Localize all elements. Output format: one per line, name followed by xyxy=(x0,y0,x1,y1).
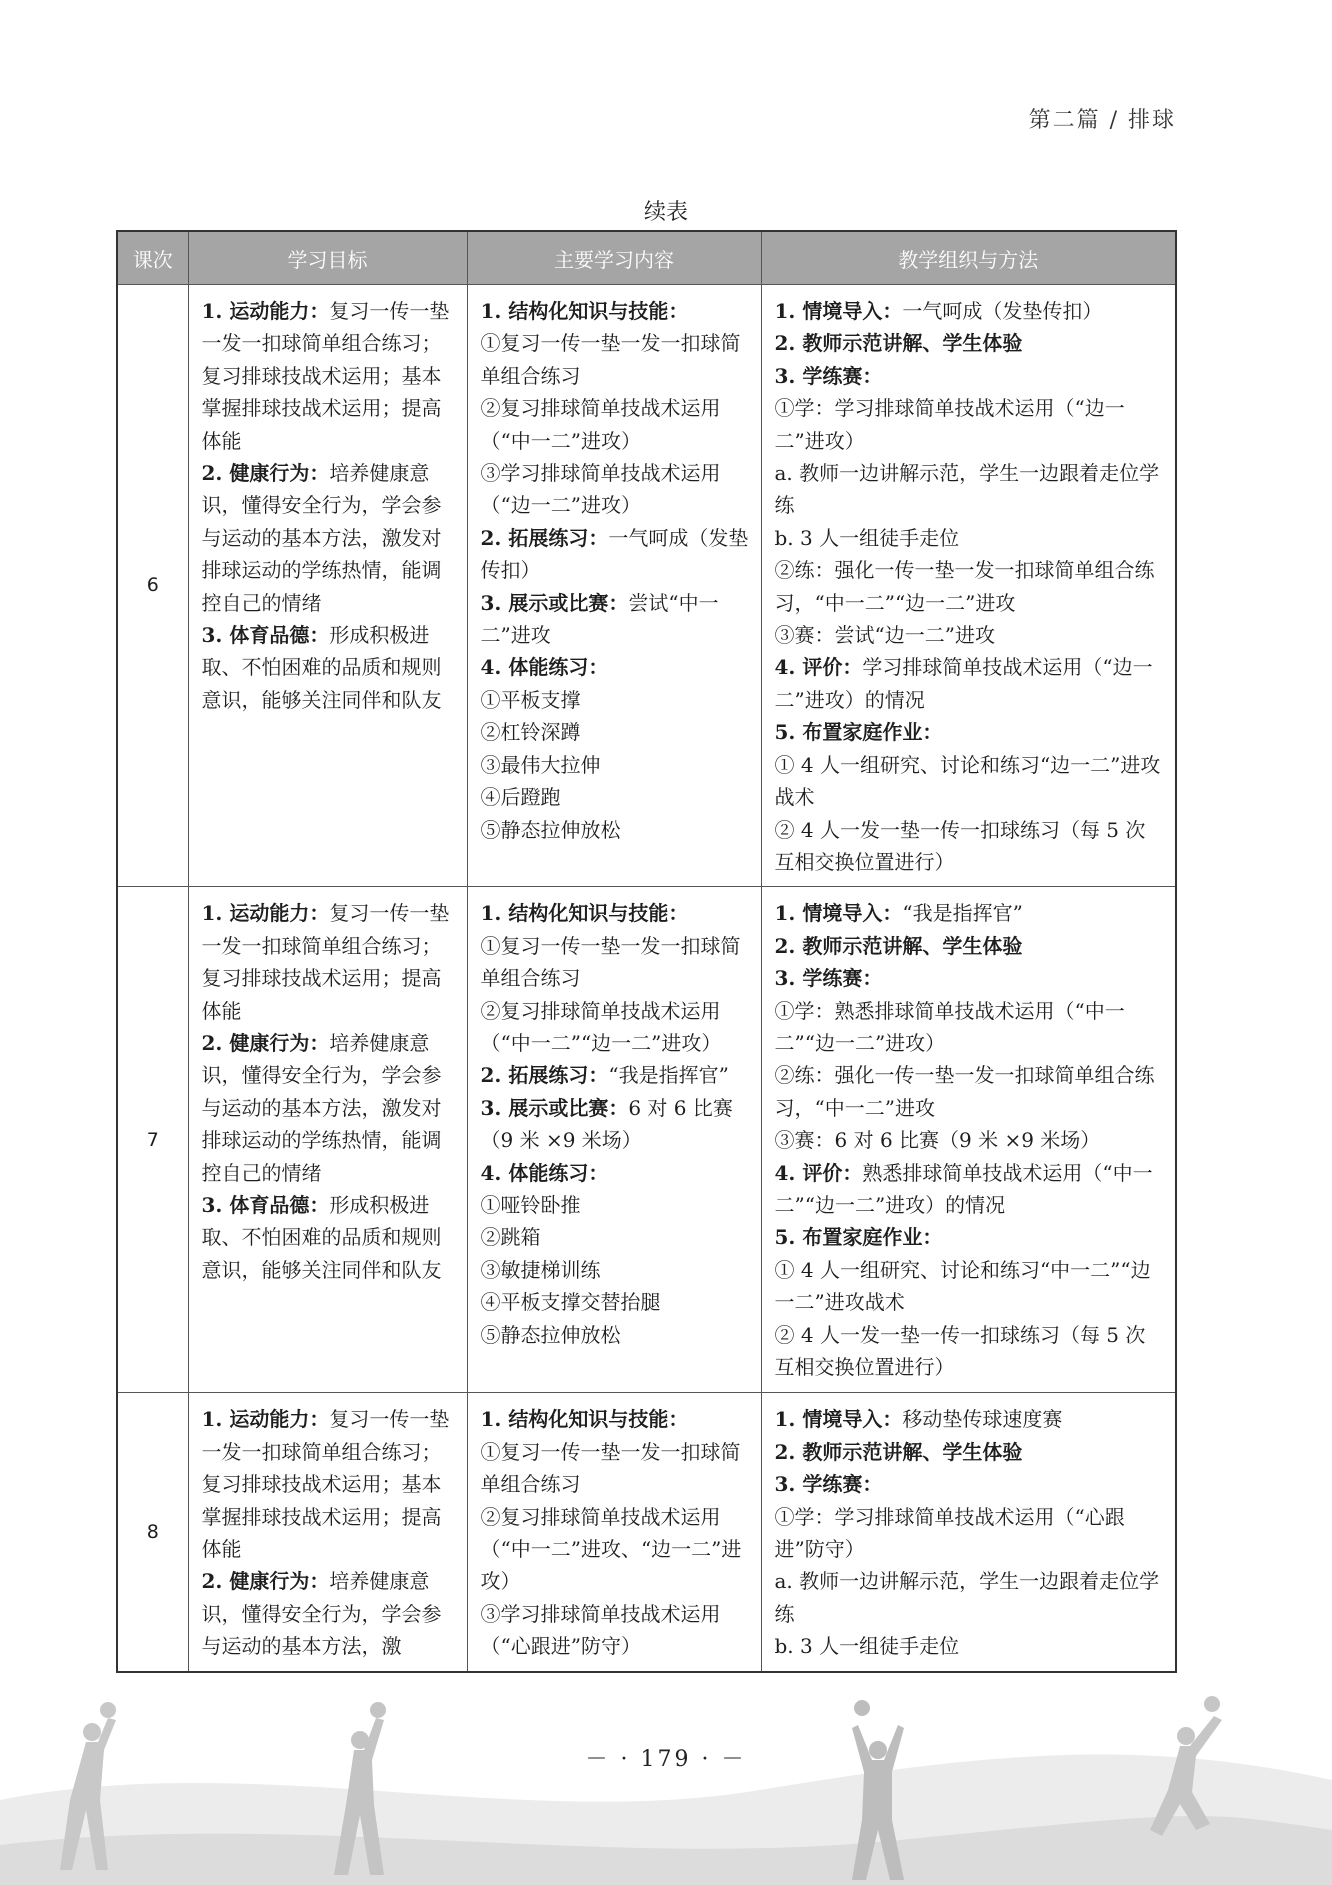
content-text: 6 对 6 比赛（9 米 ×9 米场） xyxy=(480,1095,733,1153)
method-item xyxy=(775,1630,1166,1662)
method-item xyxy=(775,360,1166,392)
content-text: ⑤静态拉伸放松 xyxy=(480,1322,621,1347)
method-text: 学习排球简单技战术运用（“边一二”进攻）的情况 xyxy=(774,655,1153,712)
method-heading: 3. 学练赛： xyxy=(774,363,883,388)
method-heading: 4. 评价： xyxy=(774,655,863,680)
table-caption: 续表 xyxy=(643,200,688,225)
content-heading: 2. 拓展练习： xyxy=(480,525,609,550)
content-text: 一气呵成（发垫传扣） xyxy=(480,525,749,583)
content-item xyxy=(481,1319,751,1351)
content-item xyxy=(481,1436,751,1501)
content-heading: 4. 体能练习： xyxy=(480,655,609,680)
method-text: 熟悉排球简单技战术运用（“中一二”“边一二”进攻）的情况 xyxy=(774,1160,1153,1217)
table-row xyxy=(117,887,1176,1393)
method-item xyxy=(775,1436,1166,1468)
content-cell xyxy=(467,887,761,1393)
goals-cell xyxy=(188,285,467,887)
goal-text: 复习一传一垫一发一扣球简单组合练习；复习排球技战术运用；基本掌握排球技战术运用；提高体能 xyxy=(201,1407,450,1561)
method-heading: 2. 教师示范讲解、学生体验 xyxy=(774,933,1023,958)
content-text: ③最伟大拉伸 xyxy=(480,752,601,777)
volleyball-footer-illustration xyxy=(0,1680,1332,1885)
method-item xyxy=(775,1565,1166,1630)
lesson-no: 8 xyxy=(117,1393,188,1672)
method-item xyxy=(775,1124,1166,1156)
content-item xyxy=(481,1189,751,1221)
method-item xyxy=(775,962,1166,994)
methods-cell xyxy=(761,887,1176,1393)
content-item xyxy=(481,295,751,327)
method-heading: 3. 学练赛： xyxy=(774,1472,883,1497)
goal-heading: 2. 健康行为： xyxy=(201,461,330,486)
content-text: “我是指挥官” xyxy=(608,1063,729,1088)
content-item xyxy=(481,814,751,846)
content-text: ③学习排球简单技战术运用（“边一二”进攻） xyxy=(480,461,721,518)
goal-item xyxy=(202,1189,457,1286)
method-text: 一气呵成（发垫传扣） xyxy=(902,299,1103,323)
method-text: a. 教师一边讲解示范，学生一边跟着走位学练 xyxy=(774,461,1160,518)
header-methods: 教学组织与方法 xyxy=(761,231,1176,285)
content-item xyxy=(481,392,751,457)
method-item xyxy=(775,1059,1166,1124)
content-item xyxy=(481,1286,751,1318)
lesson-no: 7 xyxy=(117,887,188,1393)
method-text: ① 4 人一组研究、讨论和练习“中一二”“边一二”进攻战术 xyxy=(774,1257,1151,1315)
method-item xyxy=(775,457,1166,522)
goal-item xyxy=(202,457,457,619)
running-head: 第二篇 / 排球 xyxy=(1028,108,1176,133)
page-number: － · 179 · － xyxy=(585,1747,747,1772)
content-item xyxy=(481,1598,751,1663)
goal-item xyxy=(202,295,457,457)
header-goals: 学习目标 xyxy=(188,231,467,285)
content-item xyxy=(481,1501,751,1598)
goal-heading: 2. 健康行为： xyxy=(201,1569,330,1594)
content-text: ③敏捷梯训练 xyxy=(480,1257,601,1282)
content-item xyxy=(481,522,751,587)
lesson-plan-table xyxy=(116,230,1177,1673)
content-text: ①复习一传一垫一发一扣球简单组合练习 xyxy=(480,933,741,991)
content-text: ②复习排球简单技战术运用（“中一二”“边一二”进攻） xyxy=(480,998,722,1055)
goal-item xyxy=(202,1403,457,1565)
content-item xyxy=(481,651,751,683)
method-item xyxy=(775,749,1166,814)
methods-cell xyxy=(761,285,1176,887)
methods-cell xyxy=(761,1393,1176,1672)
content-heading: 1. 结构化知识与技能： xyxy=(480,299,689,323)
content-item xyxy=(481,781,751,813)
content-text: ④后蹬跑 xyxy=(480,785,561,810)
content-item xyxy=(481,749,751,781)
method-text: “我是指挥官” xyxy=(902,901,1023,926)
content-item xyxy=(481,1221,751,1253)
method-item xyxy=(775,814,1166,879)
method-item xyxy=(775,995,1166,1060)
content-heading: 4. 体能练习： xyxy=(480,1160,609,1185)
method-heading: 2. 教师示范讲解、学生体验 xyxy=(774,1439,1023,1464)
method-heading: 1. 情境导入： xyxy=(774,299,903,323)
goals-cell xyxy=(188,1393,467,1672)
content-cell xyxy=(467,285,761,887)
method-text: ①学：学习排球简单技战术运用（“边一二”进攻） xyxy=(774,396,1125,453)
goal-item xyxy=(202,1565,457,1662)
content-text: 尝试“中一二”进攻 xyxy=(480,590,719,648)
table-row xyxy=(117,1393,1176,1672)
content-item xyxy=(481,1092,751,1157)
method-item xyxy=(775,1157,1166,1222)
content-text: ①哑铃卧推 xyxy=(480,1192,581,1217)
content-text: ②杠铃深蹲 xyxy=(480,720,581,745)
method-item xyxy=(775,554,1166,619)
method-item xyxy=(775,651,1166,716)
method-item xyxy=(775,619,1166,651)
content-text: ②复习排球简单技战术运用（“中一二”进攻） xyxy=(480,396,721,453)
method-item xyxy=(775,1221,1166,1253)
goals-cell xyxy=(188,887,467,1393)
method-item xyxy=(775,930,1166,962)
content-text: ①复习一传一垫一发一扣球简单组合练习 xyxy=(480,1439,741,1497)
content-heading: 3. 展示或比赛： xyxy=(480,1095,629,1120)
content-heading: 1. 结构化知识与技能： xyxy=(480,1407,689,1432)
method-text: ② 4 人一发一垫一传一扣球练习（每 5 次互相交换位置进行） xyxy=(774,817,1146,874)
method-text: b. 3 人一组徒手走位 xyxy=(774,1634,960,1659)
goal-item xyxy=(202,619,457,716)
method-text: b. 3 人一组徒手走位 xyxy=(774,525,960,550)
goal-text: 复习一传一垫一发一扣球简单组合练习；复习排球技战术运用；基本掌握排球技战术运用；提高体能 xyxy=(201,299,450,453)
goal-heading: 1. 运动能力： xyxy=(201,1407,330,1432)
lesson-no: 6 xyxy=(117,285,188,887)
method-text: ②练：强化一传一垫一发一扣球简单组合练习，“中一二”进攻 xyxy=(774,1063,1155,1120)
method-heading: 1. 情境导入： xyxy=(774,1407,903,1432)
method-item xyxy=(775,1254,1166,1319)
content-item xyxy=(481,1403,751,1435)
method-item xyxy=(775,1319,1166,1384)
goal-text: 复习一传一垫一发一扣球简单组合练习；复习排球技战术运用；提高体能 xyxy=(201,901,450,1023)
method-text: ② 4 人一发一垫一传一扣球练习（每 5 次互相交换位置进行） xyxy=(774,1322,1146,1379)
method-heading: 1. 情境导入： xyxy=(774,901,903,926)
method-item xyxy=(775,522,1166,554)
goal-heading: 1. 运动能力： xyxy=(201,901,330,926)
method-text: ②练：强化一传一垫一发一扣球简单组合练习，“中一二”“边一二”进攻 xyxy=(774,558,1155,615)
method-heading: 2. 教师示范讲解、学生体验 xyxy=(774,331,1023,356)
method-heading: 5. 布置家庭作业： xyxy=(774,720,943,745)
content-item xyxy=(481,897,751,929)
content-cell xyxy=(467,1393,761,1672)
method-text: ①学：学习排球简单技战术运用（“心跟进”防守） xyxy=(774,1504,1125,1561)
header-lesson-no: 课次 xyxy=(117,231,188,285)
method-item xyxy=(775,897,1166,929)
method-heading: 5. 布置家庭作业： xyxy=(774,1225,943,1250)
goal-text: 形成积极进取、不怕困难的品质和规则意识，能够关注同伴和队友 xyxy=(201,1192,442,1282)
table-row xyxy=(117,285,1176,887)
goal-text: 形成积极进取、不怕困难的品质和规则意识，能够关注同伴和队友 xyxy=(201,623,442,712)
method-heading: 4. 评价： xyxy=(774,1160,863,1185)
goal-heading: 3. 体育品德： xyxy=(201,623,330,648)
content-item xyxy=(481,457,751,522)
content-item xyxy=(481,995,751,1060)
header-content: 主要学习内容 xyxy=(467,231,761,285)
content-item xyxy=(481,327,751,392)
content-text: ②复习排球简单技战术运用（“中一二”进攻、“边一二”进攻） xyxy=(480,1504,742,1594)
goal-item xyxy=(202,1027,457,1189)
content-item xyxy=(481,1254,751,1286)
method-item xyxy=(775,1501,1166,1566)
method-text: ③赛：尝试“边一二”进攻 xyxy=(774,623,995,648)
method-text: ③赛：6 对 6 比赛（9 米 ×9 米场） xyxy=(774,1128,1101,1153)
goal-text: 培养健康意识，懂得安全行为，学会参与运动的基本方法，激发对排球运动的学练热情，能调控自己的情绪 xyxy=(201,461,442,615)
content-item xyxy=(481,1059,751,1091)
goal-heading: 3. 体育品德： xyxy=(201,1192,330,1217)
content-text: ③学习排球简单技战术运用（“心跟进”防守） xyxy=(480,1601,721,1659)
method-item xyxy=(775,295,1166,327)
method-item xyxy=(775,1468,1166,1500)
method-text: 移动垫传球速度赛 xyxy=(902,1407,1063,1432)
goal-text: 培养健康意识，懂得安全行为，学会参与运动的基本方法，激发对排球运动的学练热情，能调控自己的情绪 xyxy=(201,1030,442,1185)
goal-item xyxy=(202,897,457,1027)
content-heading: 3. 展示或比赛： xyxy=(480,590,629,615)
content-item xyxy=(481,930,751,995)
goal-heading: 2. 健康行为： xyxy=(201,1030,330,1055)
content-heading: 1. 结构化知识与技能： xyxy=(480,901,689,926)
content-item xyxy=(481,1157,751,1189)
method-item xyxy=(775,716,1166,748)
content-item xyxy=(481,684,751,716)
content-item xyxy=(481,716,751,748)
content-heading: 2. 拓展练习： xyxy=(480,1063,609,1088)
content-item xyxy=(481,587,751,652)
content-text: ⑤静态拉伸放松 xyxy=(480,817,621,842)
goal-text: 培养健康意识，懂得安全行为，学会参与运动的基本方法，激 xyxy=(201,1569,442,1659)
content-text: ①平板支撑 xyxy=(480,687,581,712)
table-header-row xyxy=(117,231,1176,285)
content-text: ②跳箱 xyxy=(480,1225,541,1250)
method-text: ①学：熟悉排球简单技战术运用（“中一二”“边一二”进攻） xyxy=(774,998,1125,1055)
method-item xyxy=(775,392,1166,457)
method-item xyxy=(775,1403,1166,1435)
method-text: a. 教师一边讲解示范，学生一边跟着走位学练 xyxy=(774,1569,1160,1626)
content-text: ④平板支撑交替抬腿 xyxy=(480,1290,661,1315)
method-heading: 3. 学练赛： xyxy=(774,966,883,991)
method-item xyxy=(775,327,1166,359)
content-text: ①复习一传一垫一发一扣球简单组合练习 xyxy=(480,331,741,388)
goal-heading: 1. 运动能力： xyxy=(201,299,330,323)
method-text: ① 4 人一组研究、讨论和练习“边一二”进攻战术 xyxy=(774,752,1161,810)
